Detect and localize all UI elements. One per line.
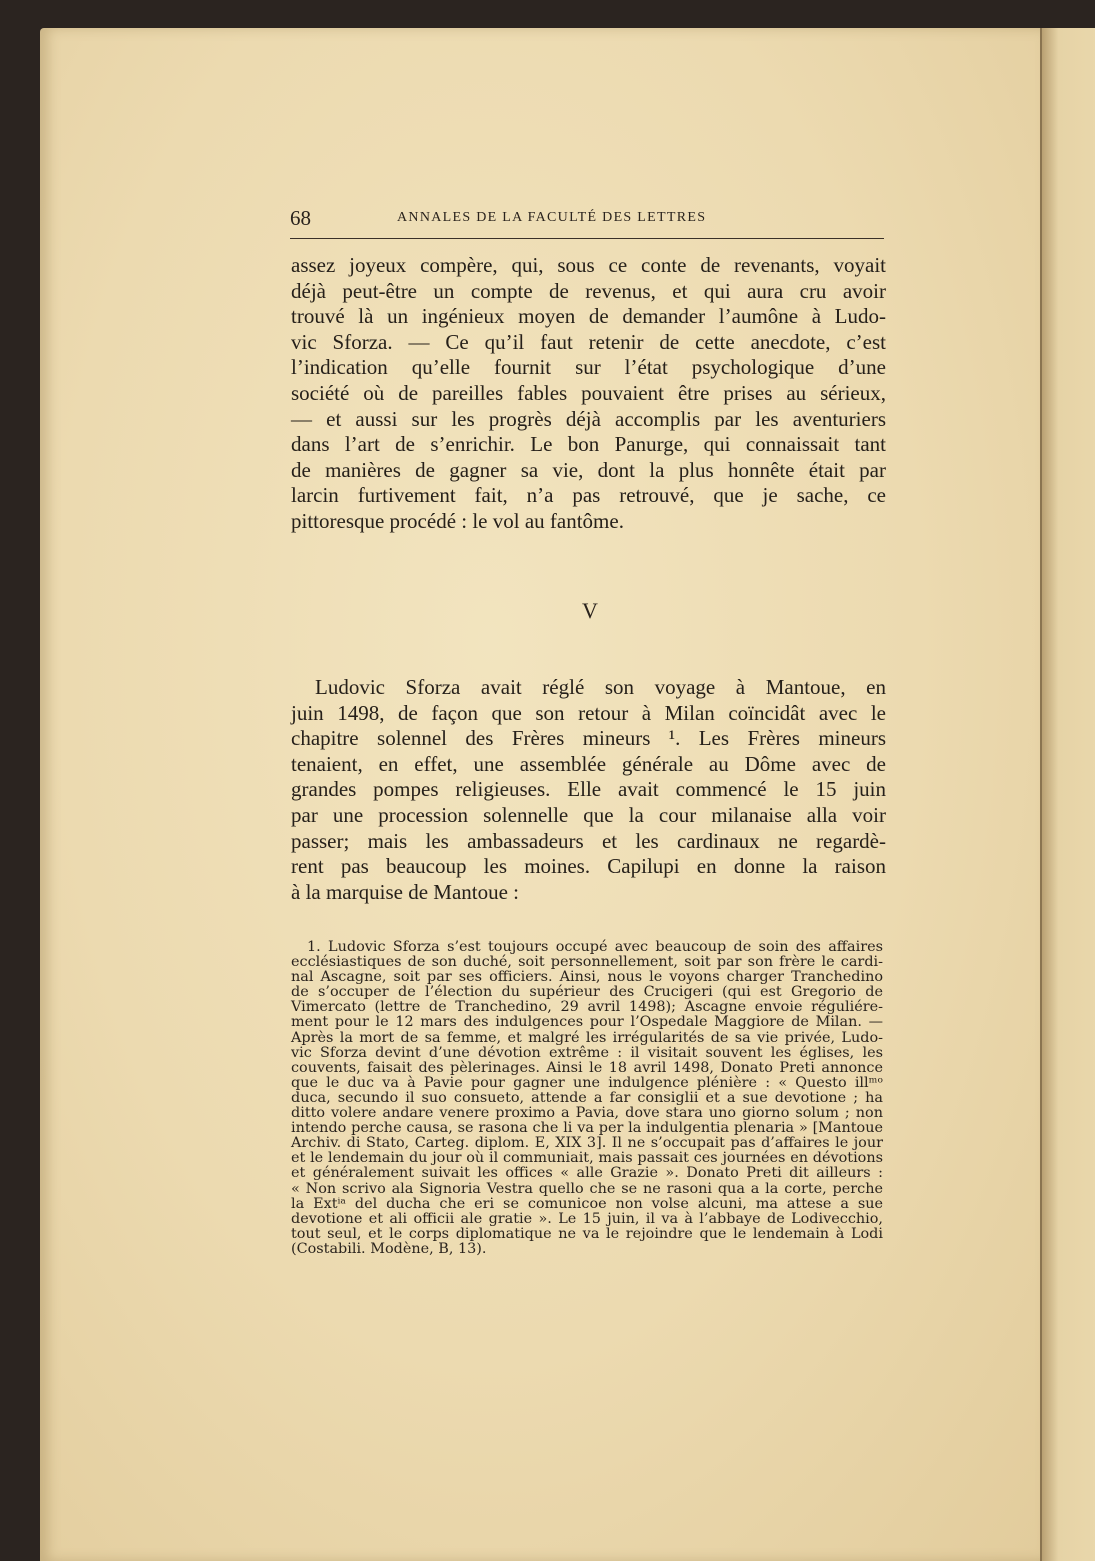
page-number: 68: [290, 206, 311, 230]
footnote-line: intendo perche causa, se rasona che li va per la indulgentia plenaria » [Mantoue: [291, 1120, 883, 1137]
page-header: [290, 206, 884, 239]
footnote-line: vic Sforza devint d’une dévotion extrême : il visitait souvent les églises, les: [291, 1044, 883, 1061]
footnote-line: la Extⁱᵃ del ducha che eri se comunicoe non volse alcuni, ma attese a sue: [291, 1195, 883, 1212]
text-line: vic Sforza. — Ce qu’il faut retenir de cette anecdote, c’est: [291, 329, 886, 354]
text-line: trouvé là un ingénieux moyen de demander l’aumône à Ludo-: [291, 304, 886, 329]
text-line: à la marquise de Mantoue :: [291, 879, 520, 904]
footnote-line: Archiv. di Stato, Carteg. diplom. E, XIX 3]. Il ne s’occupait pas d’affaires le jour: [291, 1135, 883, 1152]
footnote-line: duca, secundo il suo consueto, attende a far consiglii et a sue devotione ; ha: [291, 1089, 883, 1106]
footnote-line: (Costabili. Modène, B, 13).: [291, 1240, 487, 1257]
text-line: passer; mais les ambassadeurs et les cardinaux ne regardè-: [291, 828, 886, 853]
footnote-line: Vimercato (lettre de Tranchedino, 29 avril 1498); Ascagne envoie réguliére-: [291, 999, 883, 1016]
footnote-line: et généralement suivait les offices « alle Grazie ». Donato Preti dit ailleurs :: [291, 1165, 883, 1182]
text-line: larcin furtivement fait, n’a pas retrouvé, que je sache, ce: [291, 483, 886, 508]
footnote-line: tout seul, et le corps diplomatique ne va le rejoindre que le lendemain à Lodi: [291, 1225, 883, 1242]
footnote-line: ecclésiastiques de son duché, soit personnellement, soit par son frère le cardi-: [291, 954, 883, 971]
text-line: Ludovic Sforza avait réglé son voyage à Mantoue, en: [315, 675, 886, 699]
text-line: tenaient, en effet, une assemblée générale au Dôme avec de: [291, 751, 886, 776]
running-title: ANNALES DE LA FACULTÉ DES LETTRES: [397, 210, 707, 225]
footnote-line: nal Ascagne, soit par ses officiers. Ainsi, nous le voyons charger Tranchedino: [291, 969, 883, 986]
text-line: l’indication qu’elle fournit sur l’état psychologique d’une: [291, 355, 886, 380]
section-heading: V: [582, 598, 598, 623]
footnote-line: de s’occuper de l’élection du supérieur des Crucigeri (qui est Gregorio de: [291, 984, 883, 1001]
footnote-line: que le duc va à Pavie pour gagner une indulgence plénière : « Questo illᵐᵒ: [291, 1074, 883, 1091]
footnote-line: « Non scrivo ala Signoria Vestra quello che se ne rasoni qua a la corte, perche: [291, 1180, 883, 1197]
footnote-line: devotione et ali officii ale gratie ». Le 15 juin, il va à l’abbaye de Lodivecchio,: [291, 1210, 883, 1227]
footnote-line: couvents, faisait des pèlerinages. Ainsi le 18 avril 1498, Donato Preti annonce: [291, 1059, 883, 1076]
footnote-line: ditto volere andare venere proximo a Pavia, dove stara uno giorno solum ; non: [291, 1105, 883, 1122]
text-line: dans l’art de s’enrichir. Le bon Panurge, qui connaissait tant: [291, 432, 886, 457]
text-line: grandes pompes religieuses. Elle avait commencé le 15 juin: [291, 777, 886, 802]
text-line: pittoresque procédé : le vol au fantôme.: [291, 508, 624, 533]
paragraph-continued: [291, 253, 886, 535]
text-line: société où de pareilles fables pouvaient être prises au sérieux,: [291, 380, 886, 405]
footnote-line: 1. Ludovic Sforza s’est toujours occupé avec beaucoup de soin des affaires: [307, 939, 883, 955]
text-line: déjà peut-être un compte de revenus, et qui aura cru avoir: [291, 278, 886, 303]
text-line: — et aussi sur les progrès déjà accomplis par les aventuriers: [291, 406, 886, 431]
text-line: rent pas beaucoup les moines. Capilupi en donne la raison: [291, 854, 886, 879]
footnote-line: Après la mort de sa femme, et malgré les irrégularités de sa vie privée, Ludo-: [291, 1029, 883, 1046]
footnote-1: [291, 940, 883, 1257]
footnote-line: ment pour le 12 mars des indulgences pour l’Ospedale Maggiore de Milan. —: [291, 1014, 883, 1031]
text-line: par une procession solennelle que la cour milanaise alla voir: [291, 802, 886, 827]
text-line: juin 1498, de façon que son retour à Milan coïncidât avec le: [291, 700, 886, 725]
text-line: chapitre solennel des Frères mineurs ¹. Les Frères mineurs: [291, 726, 886, 751]
text-line: assez joyeux compère, qui, sous ce conte de revenants, voyait: [291, 253, 886, 277]
text-line: de manières de gagner sa vie, dont la plus honnête était par: [291, 457, 886, 482]
footnote-line: et le lendemain du jour où il communiait, mais passait ces journées en dévotions: [291, 1150, 883, 1167]
next-page-edge: [1040, 28, 1095, 1561]
paragraph-section-v: [291, 675, 886, 905]
